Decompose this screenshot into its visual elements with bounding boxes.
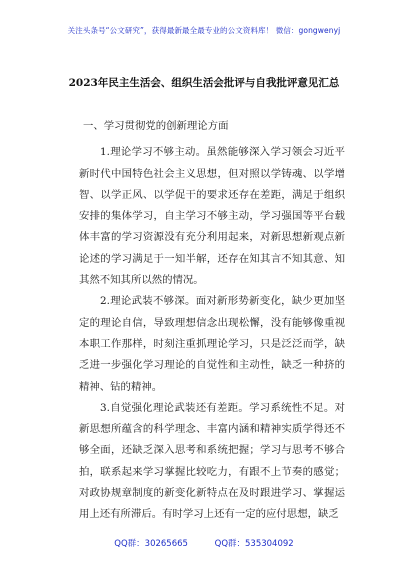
paragraph-1: 1.理论学习不够主动。虽然能够深入学习领会习近平新时代中国特色社会主义思想，但对照以学铸魂、以学增智、以学正风、以学促干的要求还存在差距，满足于组织安排的集体学习，自主学习不够主动，学习强国等平台载体丰富的学习资源没有充分利用起来，对新思想新观点新论述的学习满足于一知半解，还存在知其言不知其意、知其然不知其所以然的情况。 <box>79 146 345 287</box>
footer-qq-group-2: QQ群：535304092 <box>214 539 294 549</box>
footer-qq-banner <box>0 537 408 549</box>
section-heading: 一、学习贯彻党的创新理论方面 <box>83 120 229 132</box>
paragraph-2: 2.理论武装不够深。面对新形势新变化，缺少更加坚定的理论自信，导致理想信念出现松懈，没有能够像重视本职工作那样，时刻注重抓理论学习，只是泛泛而学，缺乏进一步强化学习理论的自觉性和主动性，缺乏一种挤的精神、钻的精神。 <box>79 295 345 393</box>
paragraph-3: 3.自觉强化理论武装还有差距。学习系统性不足。对新思想所蕴含的科学理念、丰富内涵和精神实质学得还不够全面，还缺乏深入思考和系统把握；学习与思考不够合拍，联系起来学习掌握比较吃力，有跟不上节奏的感觉；对政协规章制度的新变化新特点在及时跟进学习、掌握运用上还有所滞后。有时学习上还有一定的应付思想，缺乏 <box>79 401 345 521</box>
document-body <box>79 116 345 526</box>
document-title: 2023年民主生活会、组织生活会批评与自我批评意见汇总 <box>68 77 340 89</box>
header-promo-banner: 关注头条号“公文研究”，获得最新最全最专业的公文资料库！ 微信：gongwenyj <box>67 26 341 35</box>
footer-qq-group-1: QQ群：30265665 <box>114 539 188 549</box>
